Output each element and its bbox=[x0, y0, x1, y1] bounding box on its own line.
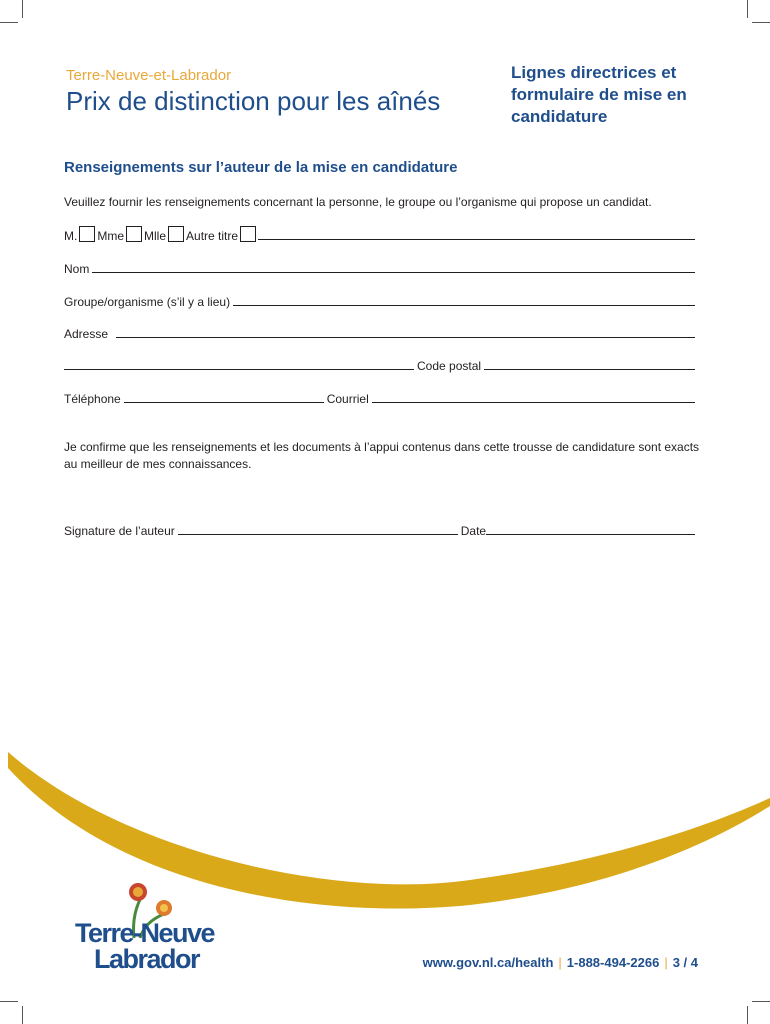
contact-row bbox=[64, 388, 698, 406]
crop-mark bbox=[752, 22, 770, 23]
checkbox-mlle[interactable] bbox=[168, 226, 184, 242]
crop-mark bbox=[752, 1001, 770, 1002]
adresse-row bbox=[64, 323, 698, 341]
confirmation-text: Je confirme que les renseignements et les documents à l’appui contenus dans cette trousse de candidature sont exacts au meilleur de mes connaissances. bbox=[64, 440, 700, 471]
checkbox-mme[interactable] bbox=[126, 226, 142, 242]
signature-row bbox=[64, 520, 698, 538]
courriel-label: Courriel bbox=[326, 392, 369, 406]
title-option-label: Mlle bbox=[144, 229, 167, 243]
nom-field[interactable] bbox=[92, 271, 695, 273]
award-title: Prix de distinction pour les aînés bbox=[66, 86, 441, 116]
page-number: 3 / 4 bbox=[672, 955, 698, 970]
title-option-label: Mme bbox=[97, 229, 125, 243]
code-postal-field[interactable] bbox=[484, 368, 695, 370]
date-label: Date bbox=[460, 524, 487, 538]
nom-label: Nom bbox=[64, 262, 90, 276]
logo-text-line2: Labrador bbox=[94, 944, 200, 974]
title-option-label: M. bbox=[64, 229, 78, 243]
adresse-label: Adresse bbox=[64, 327, 109, 341]
title-option-label: Autre titre bbox=[186, 229, 239, 243]
telephone-field[interactable] bbox=[124, 401, 324, 403]
footer-contact bbox=[423, 955, 698, 970]
phone-number: 1-888-494-2266 bbox=[566, 955, 660, 970]
document-subtitle: Lignes directrices et formulaire de mise en candidature bbox=[511, 63, 687, 126]
adresse-field[interactable] bbox=[116, 336, 695, 338]
date-field[interactable] bbox=[486, 533, 695, 535]
logo-text-line1: Terre-Neuve bbox=[75, 918, 215, 948]
groupe-label: Groupe/organisme (s’il y a lieu) bbox=[64, 295, 231, 309]
separator: | bbox=[664, 955, 668, 970]
signature-field[interactable] bbox=[178, 533, 458, 535]
crop-mark bbox=[0, 22, 18, 23]
province-name: Terre-Neuve-et-Labrador bbox=[66, 67, 232, 84]
signature-label: Signature de l’auteur bbox=[64, 524, 175, 538]
section-intro: Veuillez fournir les renseignements concernant la personne, le groupe ou l’organisme qui propose un candidat. bbox=[64, 195, 652, 209]
nom-row bbox=[64, 258, 698, 276]
checkbox-m[interactable] bbox=[79, 226, 95, 242]
autre-titre-field[interactable] bbox=[258, 238, 695, 240]
crop-mark bbox=[747, 0, 748, 18]
code-postal-label: Code postal bbox=[417, 359, 482, 373]
adresse-field-2[interactable] bbox=[64, 368, 414, 370]
adresse-cont-row bbox=[64, 355, 698, 373]
checkbox-autre-titre[interactable] bbox=[240, 226, 256, 242]
telephone-label: Téléphone bbox=[64, 392, 121, 406]
crop-mark bbox=[22, 1006, 23, 1024]
crop-mark bbox=[0, 1001, 18, 1002]
section-title: Renseignements sur l’auteur de la mise en candidature bbox=[64, 159, 458, 176]
crop-mark bbox=[22, 0, 23, 18]
separator: | bbox=[558, 955, 562, 970]
groupe-field[interactable] bbox=[233, 304, 695, 306]
website-link[interactable]: www.gov.nl.ca/health bbox=[422, 955, 554, 970]
title-row bbox=[64, 225, 698, 243]
groupe-row bbox=[64, 291, 698, 309]
courriel-field[interactable] bbox=[372, 401, 695, 403]
crop-mark bbox=[747, 1006, 748, 1024]
